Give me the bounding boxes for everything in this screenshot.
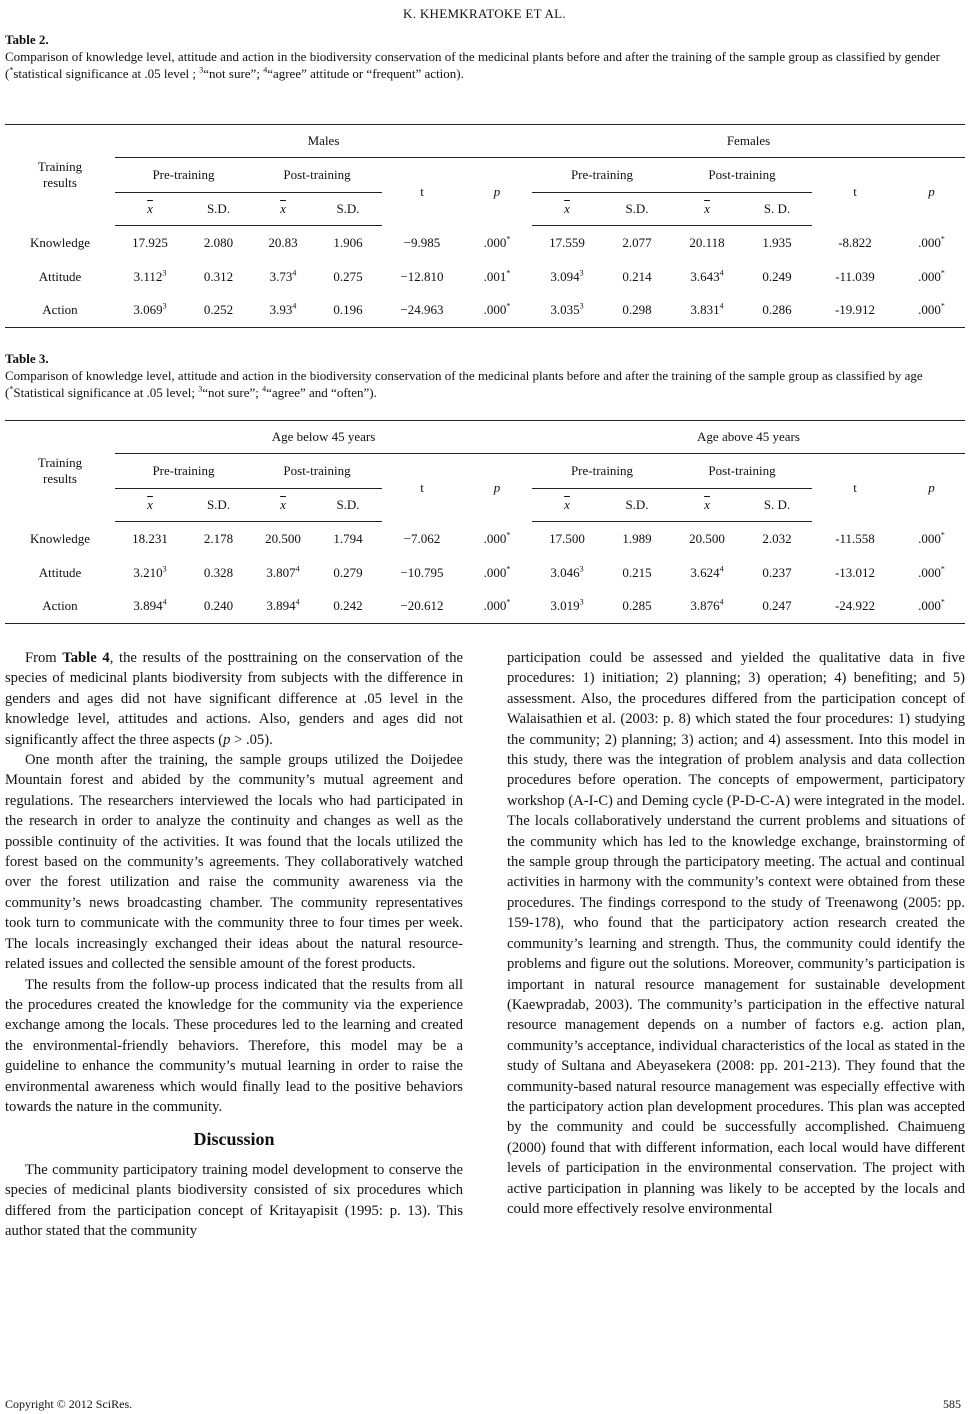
table-cell: 3.831$^4$ [672,294,742,328]
table-row [5,556,965,590]
table3 [5,420,965,624]
table-cell: 2.032 [762,530,792,546]
table2-sd-header: S. D. [742,193,812,226]
paragraph: From Table 4, the results of the posttraining on the conservation of the species of medicinal plants biodiversity from subjects with the difference in genders and ages did not have significant difference at .05 level in the knowledge level, attitudes and actions. Also, genders and ages did not significantly affect the three aspects (p > .05). [5,650,463,748]
table2-group-males: Males [115,125,532,158]
table2-mean-header: $\overline{x}$ [672,193,742,226]
table-cell: −7.062 [403,530,441,546]
table2-post-training: Post-training [672,158,812,193]
table-ref: Table 4 [62,650,110,666]
table-cell: 2.080 [203,234,234,250]
table2-t-header: t [420,183,424,199]
table3-p-header: p [493,479,501,495]
table-cell: 3.894$^4$ [252,590,314,624]
table3-sd-header: S.D. [314,489,382,522]
table3-caption-text: “not sure”; [202,385,263,400]
page-number: 585 [943,1397,961,1411]
table-cell: -24.922 [812,590,898,624]
table-cell: 3.894$^4$ [115,590,185,624]
table-cell: .000* [462,294,532,328]
table-cell: 3.643$^4$ [690,268,724,284]
table-cell: −9.985 [403,234,441,250]
table2-sd-header: S.D. [602,193,672,226]
table3-group-below-45: Age below 45 years [115,421,532,454]
table2-pre-training: Pre-training [115,158,252,193]
table3-post-training: Post-training [252,454,382,489]
table3-sd-header: S.D. [185,489,252,522]
table-cell: 0.240 [185,590,252,624]
table-cell: 0.298 [602,294,672,328]
table-cell: .000* [462,590,532,624]
table2 [5,124,965,328]
table2-p-header: p [493,183,501,199]
table2-caption-text: statistical significance at .05 level ; [13,66,200,81]
table-row [5,522,965,556]
table-cell: 3.624$^4$ [690,564,724,580]
paragraph: The community participatory training model development to conserve the species of medicinal plants biodiversity consisted of six procedures which differed from the participation concept of Kritayapisit (1995: p. 13). This author stated that the community [5,1161,463,1239]
table3-row-header: Training results [5,421,115,522]
table-cell: 2.077 [622,234,652,250]
table-row [5,226,965,260]
table-cell: .001* [483,268,511,284]
table-cell: −10.795 [400,564,444,580]
copyright: Copyright © 2012 SciRes. [5,1397,133,1411]
table3-group-above-45: Age above 45 years [532,421,965,454]
table3-sd-header: S.D. [602,489,672,522]
table3-pre-training: Pre-training [532,454,672,489]
table-cell: 0.279 [333,564,363,580]
table-cell: 3.094$^3$ [550,268,584,284]
table-cell: −12.810 [400,268,444,284]
table2-p-header: p [928,183,935,199]
table-cell: −20.612 [382,590,462,624]
table-cell: 20.83 [268,234,298,250]
table2-mean-header: $\overline{x}$ [115,193,185,226]
table2-label: Table 2. [5,32,49,47]
table-cell: .000* [483,234,511,250]
table-cell: -11.039 [835,268,875,284]
table3-caption-text: “agree” and “often”). [266,385,377,400]
table2-mean-header: $\overline{x}$ [252,193,314,226]
table3-t-header: t [853,479,857,495]
table-cell: 0.252 [185,294,252,328]
table2-sd-header: S.D. [314,193,382,226]
paragraph: participation could be assessed and yielded the qualitative data in five procedures: 1) initiation; 2) planning; 3) operation; 4) benefiting; and 5) assessment. Also, the procedures differed from the participation concept of Walaisathien et al. (2003: p. 8) which stated the four procedures: 1) studying the community; 2) planning; 3) action; and 4) assessment. Into this model in this study, there was the integration of problem analysis and data collection procedures before operation. The concepts of empowerment, participatory workshop (A-I-C) and Deming cycle (P-D-C-A) were integrated in the model. The locals collaboratively understand the current problems and situations of the community which has led to the knowledge exchange, brainstorming of the sample group through the participatory meeting. The actual and continual activities in harmony with the community’s context were obtained from these procedures. The findings correspond to the study of Treenawong (2005: pp. 159-178), who found that the participatory action research created the community’s learning and strength. Thus, the community could identify the problems and figure out the solutions. Moreover, community’s participation is important in natural resource management for sustainable development (Kaewpradab, 2003). The community’s participation in the effective natural resource management depends on a number of factors e.g. action plan, community’s acceptance, individual characteristics of the local as stated in the study of Sultana and Abeyasekera (2008: pp. 201-213). They found that the community-based natural resource management was especially effective with the participatory action plan development procedures. This plan was accepted by the community and could be successfully accomplished. Chaimueng (2000) found that with different information, each local would have different levels of participation in the environmental conservation. The project with active participation in planning was likely to be accepted by the locals and could more effectively resolve environmental [507,650,965,1217]
table3-label: Table 3. [5,351,49,366]
table-cell: -11.558 [835,530,875,546]
table-cell: 2.178 [203,530,234,546]
table-cell: 0.237 [762,564,792,580]
table-cell: 3.046$^3$ [550,564,584,580]
table-cell: 0.242 [314,590,382,624]
table2-pre-training: Pre-training [532,158,672,193]
table3-mean-header: $\overline{x}$ [532,489,602,522]
table3-t-header: t [420,479,424,495]
table-cell: 17.500 [549,530,585,546]
row-label: Attitude [38,268,82,284]
table2-caption-text: Comparison of knowledge level, attitude and action in the biodiversity conservation of the medicinal plants before and after the training of the sample group as classified by gender ( [5,49,940,81]
row-label: Knowledge [30,234,90,250]
table3-sd-header: S. D. [742,489,812,522]
table-cell: .000* [898,590,965,624]
table-cell: 3.019$^3$ [532,590,602,624]
table-cell: 17.925 [132,234,168,250]
table-cell: 1.906 [333,234,363,250]
table-cell: .000* [918,234,945,250]
table-cell: 0.285 [602,590,672,624]
table-cell: .000* [898,294,965,328]
left-column [5,648,463,1241]
table-row [5,294,965,328]
table-cell: 20.500 [265,530,301,546]
table-row [5,590,965,624]
table3-caption: Table 3. Comparison of knowledge level, attitude and action in the biodiversity conservation of the medicinal plants before and after the training of the sample group as classified by age (*Statistical significance at .05 level; $^3$“not sure”; $^4$“agree” and “often”). [5,350,965,401]
table-cell: .000* [483,530,511,546]
table-cell: 20.118 [689,234,725,250]
table3-pre-training: Pre-training [115,454,252,489]
table-cell: 3.210$^3$ [133,564,167,580]
table-cell: 1.794 [333,530,363,546]
row-label: Action [5,590,115,624]
table3-caption-text: Statistical significance at .05 level; [13,385,199,400]
table-cell: 0.275 [333,268,363,284]
table2-caption-text: “agree” attitude or “frequent” action). [267,66,464,81]
table-cell: 0.196 [314,294,382,328]
table2-post-training: Post-training [252,158,382,193]
table-cell: 20.500 [689,530,725,546]
table-cell: −24.963 [382,294,462,328]
table-cell: .000* [918,530,945,546]
running-header: K. KHEMKRATOKE ET AL. [403,6,566,21]
table3-mean-header: $\overline{x}$ [115,489,185,522]
table-cell: 0.249 [762,268,792,284]
table-cell: 3.035$^3$ [532,294,602,328]
table3-caption-text: Comparison of knowledge level, attitude and action in the biodiversity conservation of the medicinal plants before and after the training of the sample group as classified by age ( [5,368,923,400]
table-cell: 0.312 [203,268,234,284]
table-cell: 3.069$^3$ [115,294,185,328]
table-cell: 3.112$^3$ [133,268,167,284]
table2-sd-header: S.D. [185,193,252,226]
table2-t-header: t [853,183,857,199]
table-cell: 3.73$^4$ [269,268,297,284]
table-cell: 0.328 [203,564,234,580]
table-cell: -19.912 [812,294,898,328]
table-cell: 17.559 [549,234,585,250]
table3-post-training: Post-training [672,454,812,489]
table-cell: -13.012 [834,564,876,580]
table3-mean-header: $\overline{x}$ [252,489,314,522]
table-cell: 0.215 [622,564,652,580]
row-label: Attitude [38,564,82,580]
table2-caption: Table 2. Comparison of knowledge level, attitude and action in the biodiversity conservation of the medicinal plants before and after the training of the sample group as classified by gender (*statistical significance at .05 level ; $^3$“not sure”; $^4$“agree” attitude or “frequent” action). [5,31,965,82]
table-cell: 1.989 [622,530,652,546]
right-column [507,648,965,1219]
table2-group-females: Females [532,125,965,158]
table-cell: 3.93$^4$ [252,294,314,328]
table-cell: 3.807$^4$ [266,564,300,580]
table-cell: 3.876$^4$ [672,590,742,624]
table3-p-header: p [928,479,935,495]
table-cell: 1.935 [762,234,792,250]
table2-mean-header: $\overline{x}$ [532,193,602,226]
row-label: Action [5,294,115,328]
paragraph: The results from the follow-up process indicated that the results from all the procedures created the knowledge for the community via the experience exchange among the locals. These procedures led to the learning and created the environmental-friendly behaviors. Therefore, this model may be a guideline to enhance the community’s mutual learning in order to raise the environmental awareness which would finally lead to the positive behaviors towards the nature in the community. [5,976,463,1115]
table-row [5,260,965,294]
table-cell: 0.286 [742,294,812,328]
table-cell: .000* [918,268,945,284]
table-cell: .000* [483,564,511,580]
table3-mean-header: $\overline{x}$ [672,489,742,522]
table2-row-header: Training results [5,125,115,226]
table-cell: 0.247 [742,590,812,624]
table-cell: 0.214 [622,268,652,284]
table-cell: 18.231 [132,530,168,546]
table-cell: -8.822 [838,234,872,250]
table-cell: .000* [918,564,945,580]
row-label: Knowledge [30,530,90,546]
table2-caption-text: “not sure”; [203,66,264,81]
paragraph: One month after the training, the sample groups utilized the Doijedee Mountain forest and abided by the community’s mutual agreement and regulations. The researchers interviewed the locals who had participated in the research in order to analyze the continuity and changes as well as the possible continuity of the activities. It was found that the locals utilized the forest based on the community’s agreements. They collaboratively watched over the forest utilization and raise the community awareness via the community’s news broadcasting chamber. The community representatives took turn to communicate with the community three to four times per week. The locals increasingly exchanged their ideas about the natural resource-related issues and collected the sensible amount of the forest products. [5,752,463,973]
section-heading: Discussion [193,1129,275,1150]
